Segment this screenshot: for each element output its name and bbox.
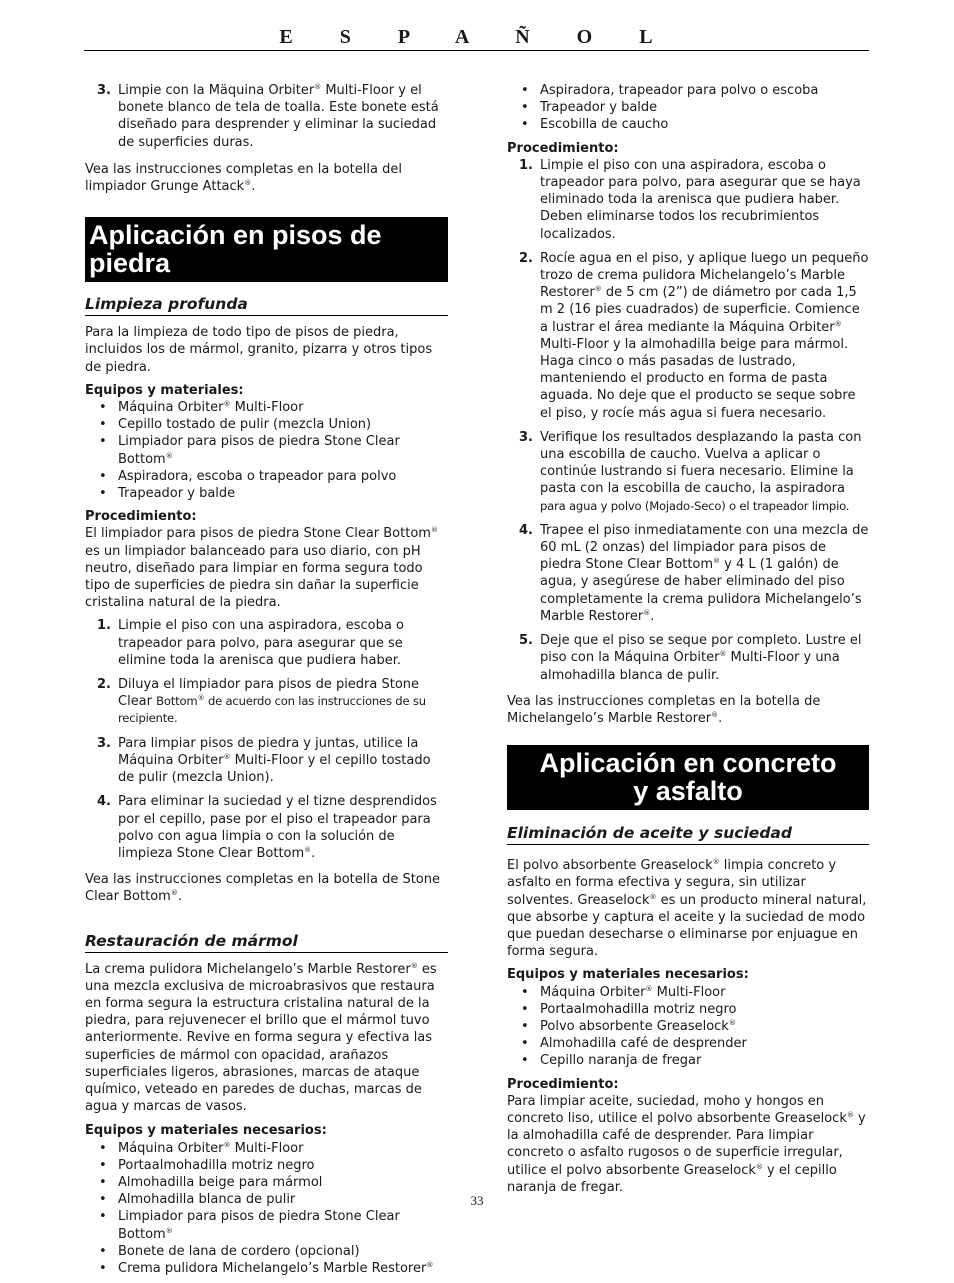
step-3: [85, 82, 448, 151]
deep-clean-steps: [85, 617, 448, 862]
list-item: • Escobilla de caucho: [507, 116, 869, 133]
list-item: • Cepillo tostado de pulir (mezcla Union): [85, 416, 448, 433]
list-item: • Limpiador para pisos de piedra Stone Clear Bottom®: [85, 433, 448, 467]
equipment-label: Equipos y materiales necesarios:: [507, 967, 749, 983]
oil-procedure: Para limpiar aceite, suciedad, moho y hongos en concreto liso, utilice el polvo absorbente Greaselock® y la almohadilla café de desprender. Para limpiar concreto o asfalto rugosos o de superficie irregular, utilice el polvo absorbente Greaselock® y el cepillo naranja de fregar.: [507, 1093, 866, 1195]
list-item: • Portaalmohadilla motriz negro: [507, 1001, 869, 1018]
grunge-note: Vea las instrucciones completas en la botella del limpiador Grunge Attack®.: [85, 161, 402, 195]
step-4: 4. Trapee el piso inmediatamente con una mezcla de 60 mL (2 onzas) del limpiador para pisos de piedra Stone Clear Bottom® y 4 L (1 galón) de agua, y asegúrese de haber eliminado del piso completamente la crema pulidora Michelangelo’s Marble Restorer®.: [519, 522, 869, 624]
list-item: • Almohadilla beige para mármol: [85, 1174, 448, 1191]
marble-intro: La crema pulidora Michelangelo’s Marble Restorer® es una mezcla exclusiva de microabrasivos que restaura en forma segura la estructura cristalina natural de la piedra, para rejuvenecer el brillo que el mármol tuvo anteriormente. Revive en forma segura y efectiva las superficies de mármol con opacidad, arañazos superficiales ligeros, abrasiones, marcas de ataque químico, veteado en paredes de duchas, marcas de agua y marcas de vasos.: [85, 961, 437, 1115]
list-item: • Bonete de lana de cordero (opcional): [85, 1243, 448, 1260]
list-item: • Máquina Orbiter® Multi-Floor: [507, 984, 869, 1001]
list-item: • Polvo absorbente Greaselock®: [507, 1018, 869, 1035]
list-item: • Trapeador y balde: [507, 99, 869, 116]
right-column: [507, 82, 869, 1196]
list-item: • Portaalmohadilla motriz negro: [85, 1157, 448, 1174]
list-item: • Crema pulidora Michelangelo’s Marble Restorer®: [85, 1260, 448, 1277]
procedure-label: Procedimiento:: [507, 1076, 619, 1092]
list-item: • Máquina Orbiter® Multi-Floor: [85, 1140, 448, 1157]
section-title-concrete: Aplicación en concreto y asfalto: [507, 745, 869, 810]
step-1: 1. Limpie el piso con una aspiradora, escoba o trapeador para polvo, para asegurar que se elimine toda la arenisca que pudiera haber.: [97, 618, 404, 668]
section-title-stone: Aplicación en pisos de piedra: [85, 217, 448, 282]
registered-mark: ®: [314, 83, 322, 91]
subsection-title-deep-clean: Limpieza profunda: [85, 295, 448, 316]
step-3: 3. Verifique los resultados desplazando la pasta con una escobilla de caucho. Vuelva a aplicar o continúe lustrando si fuera necesario. Elimine la pasta con la escobilla de caucho, la aspiradora para agua y polvo (Mojado-Seco) o el trapeador limpio.: [519, 429, 862, 513]
deep-clean-procedure-intro: El limpiador para pisos de piedra Stone Clear Bottom® es un limpiador balanceado para uso diario, con pH neutro, diseñado para limpiar en forma segura todo tipo de superficies de piedra sin dañar la superficie cristalina natural de la piedra.: [85, 526, 438, 611]
step-5: 5. Deje que el piso se seque por completo. Lustre el piso con la Máquina Orbiter® Multi-Floor y una almohadilla blanca de pulir.: [519, 633, 862, 683]
equipment-label: Equipos y materiales:: [85, 382, 244, 398]
page-header-language: E S P A Ñ O L: [279, 26, 674, 48]
list-item: • Almohadilla blanca de pulir: [85, 1191, 448, 1208]
marble-steps: [507, 157, 869, 684]
step-4: 4. Para eliminar la suciedad y el tizne desprendidos por el cepillo, pase por el piso el trapeador para polvo con agua limpia o con la solución de limpieza Stone Clear Bottom®.: [97, 794, 437, 861]
oil-intro: El polvo absorbente Greaselock® limpia concreto y asfalto en forma efectiva y segura, sin utilizar solventes. Greaselock® es un producto mineral natural, que absorbe y captura el aceite y la suciedad de modo que puedan desecharse o eliminarse por enjuague en forma segura.: [507, 858, 867, 960]
list-item: • Trapeador y balde: [85, 485, 448, 502]
subsection-title-marble: Restauración de mármol: [85, 932, 448, 953]
subsection-title-oil: Eliminación de aceite y suciedad: [507, 824, 869, 845]
header-rule: [84, 50, 869, 51]
page-number: 33: [470, 1193, 484, 1208]
list-item: • Aspiradora, trapeador para polvo o escoba: [507, 82, 869, 99]
list-item: • Almohadilla café de desprender: [507, 1035, 869, 1052]
list-item: • Cepillo naranja de fregar: [507, 1052, 869, 1069]
list-item: • Limpiador para pisos de piedra Stone Clear Bottom®: [85, 1208, 448, 1242]
list-item: • Aspiradora, escoba o trapeador para polvo: [85, 468, 448, 485]
step-2: 2. Diluya el limpiador para pisos de piedra Stone Clear Bottom® de acuerdo con las instrucciones de su recipiente.: [97, 677, 426, 726]
deep-clean-intro: Para la limpieza de todo tipo de pisos de piedra, incluidos los de mármol, granito, pizarra y otros tipos de piedra.: [85, 325, 433, 375]
step-text: Limpie con la Mäquina Orbiter: [118, 83, 315, 98]
equipment-label: Equipos y materiales necesarios:: [85, 1123, 327, 1139]
step-2: 2. Rocíe agua en el piso, y aplique luego un pequeño trozo de crema pulidora Michelangelo’s Marble Restorer® de 5 cm (2”) de diámetro por cada 1,5 m 2 (16 pies cuadrados) de superficie. Comience a lustrar el área mediante la Máquina Orbiter® Multi-Floor y la almohadilla beige para mármol. Haga cinco o más pasadas de lustrado, manteniendo el producto en forma de pasta aguada. No deje que el producto se seque sobre el piso, y rocíe más agua si fuera necesario.: [519, 250, 869, 421]
stone-clear-note: Vea las instrucciones completas en la botella de Stone Clear Bottom®.: [85, 872, 440, 905]
step-text: Multi-Floor y el bonete blanco de tela de toalla. Este bonete está diseñado para desprender y eliminar la suciedad de superficies duras.: [118, 83, 439, 150]
step-3: 3. Para limpiar pisos de piedra y juntas, utilice la Máquina Orbiter® Multi-Floor y el cepillo tostado de pulir (mezcla Union).: [97, 735, 431, 786]
step-number: 3.: [97, 83, 111, 98]
step-1: 1. Limpie el piso con una aspiradora, escoba o trapeador para polvo, para asegurar que se haya eliminado toda la arenisca que pudiera haber. Deben eliminarse todos los recubrimientos localizados.: [519, 157, 861, 242]
procedure-label: Procedimiento:: [507, 140, 619, 156]
left-column: [85, 82, 448, 1283]
marble-restorer-note: Vea las instrucciones completas en la botella de Michelangelo’s Marble Restorer®.: [507, 693, 821, 726]
procedure-label: Procedimiento:: [85, 509, 197, 525]
list-item: • Máquina Orbiter® Multi-Floor: [85, 399, 448, 416]
deep-clean-equipment-list: [85, 399, 448, 502]
marble-equipment-list-continued: [507, 82, 869, 134]
oil-equipment-list: [507, 984, 869, 1070]
continued-steps: [85, 82, 448, 151]
